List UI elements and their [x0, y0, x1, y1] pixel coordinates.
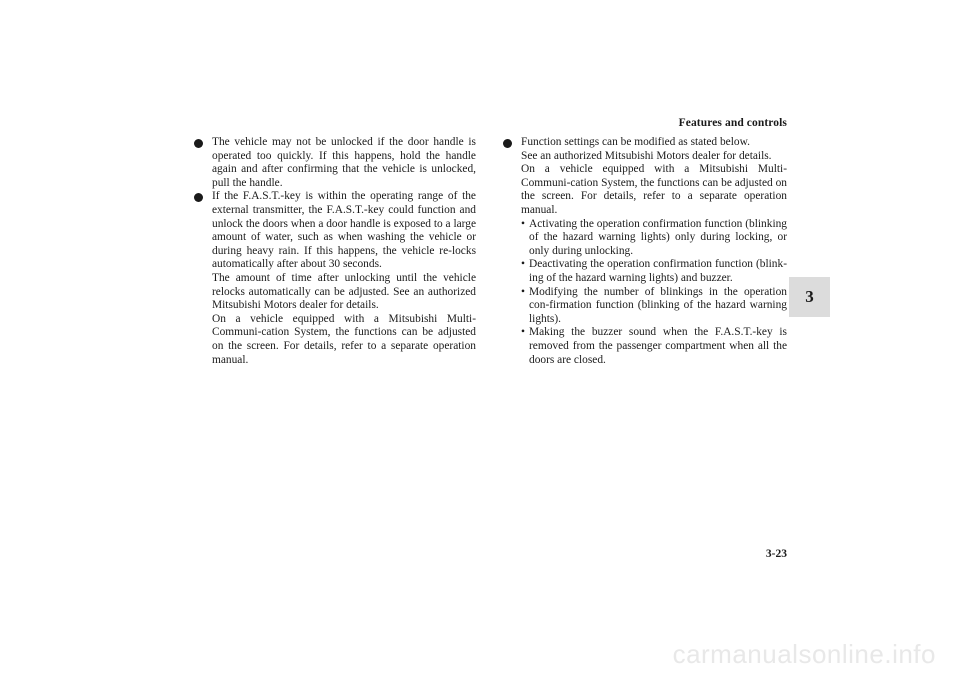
right-column [503, 136, 787, 367]
sub-bullet-marker: • [521, 217, 525, 230]
bullet-item-3 [503, 136, 787, 367]
bullet-dot-icon [194, 193, 203, 202]
sub-bullet-marker: • [521, 326, 525, 339]
chapter-number: 3 [805, 287, 814, 306]
bullet-2-paragraph-3: On a vehicle equipped with a Mitsubishi Multi-Communi-cation System, the functions can be adjusted on the screen. For details, refer to a separate operation manual. [212, 312, 476, 366]
sub-item-text: Activating the operation confirmation function (blinking of the hazard warning lights) only during locking, or only during unlocking. [529, 217, 787, 257]
sub-item-text: Making the buzzer sound when the F.A.S.T.-key is removed from the passenger compartment when all the doors are closed. [529, 326, 787, 366]
sub-list-item [521, 218, 787, 259]
sub-bullet-marker: • [521, 285, 525, 298]
bullet-1-text: The vehicle may not be unlocked if the door handle is operated too quickly. If this happens, hold the handle again and after confirming that the vehicle is unlocked, pull the handle. [212, 136, 476, 189]
bullet-2-paragraph-1: If the F.A.S.T.-key is within the operating range of the external transmitter, the F.A.S.T.-key could function and unlock the doors when a door handle is exposed to a large amount of water, such as when washing the vehicle or during heavy rain. If this happens, the vehicle re-locks automatically after about 30 seconds. [212, 190, 476, 271]
left-column [194, 136, 476, 367]
watermark: carmanualsonline.info [672, 639, 936, 669]
bullet-3-paragraph-1: Function settings can be modified as stated below. [521, 136, 750, 148]
chapter-tab [789, 277, 830, 317]
page-number: 3-23 [765, 548, 787, 560]
bullet-item-1 [194, 136, 476, 190]
bullet-dot-icon [503, 139, 512, 148]
sub-bullet-marker: • [521, 258, 525, 271]
sub-list-item [521, 326, 787, 367]
sub-item-text: Modifying the number of blinkings in the operation con-firmation function (blinking of the hazard warning lights). [529, 285, 787, 325]
bullet-2-paragraph-2: The amount of time after unlocking until the vehicle relocks automatically can be adjusted. See an authorized Mitsubishi Motors dealer for details. [212, 271, 476, 312]
bullet-item-2 [194, 190, 476, 367]
bullet-3-paragraph-3: On a vehicle equipped with a Mitsubishi Multi-Communi-cation System, the functions can be adjusted on the screen. For details, refer to a separate operation manual. [521, 163, 787, 216]
sub-list-item [521, 286, 787, 327]
sub-item-text: Deactivating the operation confirmation function (blink-ing of the hazard warning lights) and buzzer. [529, 258, 787, 284]
sub-list-item [521, 258, 787, 285]
bullet-3-paragraph-2: See an authorized Mitsubishi Motors dealer for details. [521, 149, 772, 162]
bullet-dot-icon [194, 139, 203, 148]
page-header-title: Features and controls [678, 117, 787, 129]
